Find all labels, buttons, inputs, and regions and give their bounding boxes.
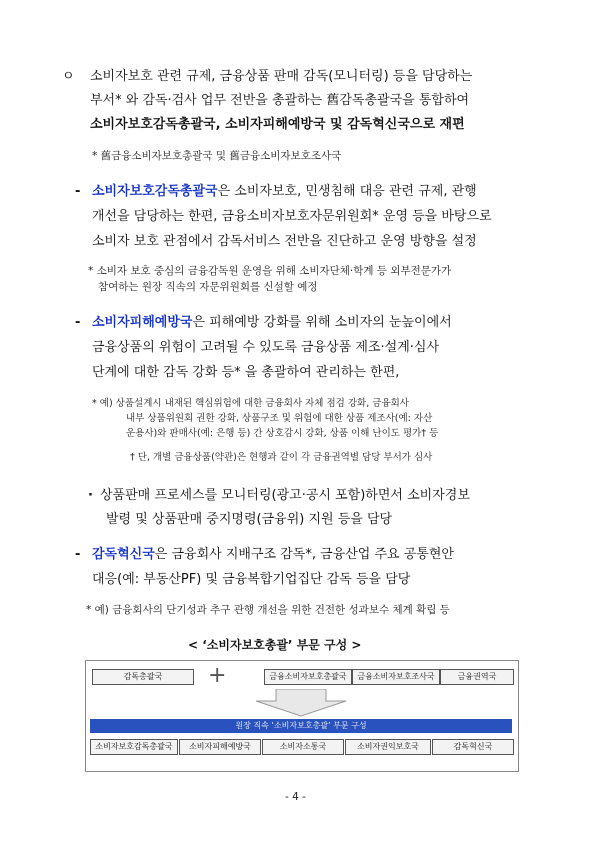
p4-line1: 상품판매 프로세스를 모니터링(광고·공시 포함)하면서 소비자경보: [100, 488, 470, 503]
box-top-1: 금융소비자보호총괄국: [264, 669, 352, 685]
p2-note1: * 소비자 보호 중심의 금융감독원 운영을 위해 소비자단체·학계 등 외부전문가가: [88, 265, 452, 277]
p1-line2: 부서* 와 감독·검사 업무 전반을 총괄하는 舊감독총괄국을 통합하여: [90, 93, 470, 108]
p2-line1: 소비자보호감독총괄국은 소비자보호, 민생침해 대응 관련 규제, 관행: [92, 184, 477, 199]
p2-line3: 소비자 보호 관점에서 감독서비스 전반을 진단하고 운영 방향을 설정: [92, 234, 477, 249]
p2-heading: 소비자보호감독총괄국: [92, 184, 218, 199]
p3-heading: 소비자피해예방국: [92, 315, 193, 330]
down-arrow-icon: [236, 689, 366, 717]
p3-note4: † 단, 개별 금융상품(약관)은 현행과 같이 각 금융권역별 담당 부서가 심사: [130, 452, 433, 463]
p3-line2: 금융상품의 위험이 고려될 수 있도록 금융상품 제조·설계·심사: [92, 340, 440, 355]
p5-line2: 대응(예: 부동산PF) 및 금융복합기업집단 감독 등을 담당: [92, 572, 411, 587]
diagram-title: < ‘소비자보호총괄’ 부문 구성 >: [188, 638, 362, 652]
org-diagram: [85, 660, 519, 772]
box-bottom-1: 소비자보호감독총괄국: [90, 739, 178, 755]
p2-note2: 참여하는 원장 직속의 자문위원회를 신설할 예정: [98, 281, 318, 293]
box-supervision-general: 감독총괄국: [92, 669, 194, 685]
p3-note3: 운용사)와 판매사(예: 은행 등) 간 상호감시 강화, 상품 이해 난이도 평가† 등: [126, 428, 439, 439]
p3-note1: * 예) 상품설계시 내재된 핵심위험에 대한 금융회사 자체 점검 강화, 금융회사: [92, 398, 409, 409]
p2-dash: -: [75, 184, 81, 199]
box-bottom-2: 소비자피해예방국: [179, 739, 261, 755]
p4-line2: 발령 및 상품판매 중지명령(금융위) 지원 등을 담당: [106, 512, 393, 527]
box-bottom-4: 소비자권익보호국: [345, 739, 431, 755]
p5-note: * 예) 금융회사의 단기성과 추구 관행 개선을 위한 건전한 성과보수 체계 확립 등: [86, 604, 450, 616]
p5-dash: -: [75, 547, 81, 562]
box-bottom-3: 소비자소통국: [262, 739, 344, 755]
page-number: - 4 -: [285, 791, 306, 803]
p4-dot: ·: [88, 488, 93, 503]
p1-line1: 소비자보호 관련 규제, 금융상품 판매 감독(모니터링) 등을 담당하는: [90, 69, 473, 84]
p3-dash: -: [75, 315, 81, 330]
box-top-2: 금융소비자보호조사국: [352, 669, 440, 685]
box-top-3: 금융권역국: [440, 669, 514, 685]
p5-heading: 감독혁신국: [92, 547, 155, 562]
p2-line2: 개선을 담당하는 한편, 금융소비자보호자문위원회* 운영 등을 바탕으로: [92, 209, 492, 224]
org-bar: 원장 직속 ‘소비자보호총괄’ 부문 구성: [90, 719, 512, 733]
p5-line1: 감독혁신국은 금융회사 지배구조 감독*, 금융산업 주요 공통현안: [92, 547, 454, 562]
p3-line1: 소비자피해예방국은 피해예방 강화를 위해 소비자의 눈높이에서: [92, 315, 452, 330]
p3-note2: 내부 상품위원회 권한 강화, 상품구조 및 위험에 대한 상품 제조사(예: 자산: [126, 413, 433, 424]
p3-line3: 단계에 대한 감독 강화 등* 을 총괄하여 관리하는 한편,: [92, 365, 400, 380]
p1-footnote: * 舊금융소비자보호총괄국 및 舊금융소비자보호조사국: [92, 150, 342, 162]
bullet-circle: ㅇ: [62, 69, 75, 84]
plus-icon: +: [208, 663, 227, 688]
p1-line3: 소비자보호감독총괄국, 소비자피해예방국 및 감독혁신국으로 재편: [90, 117, 465, 132]
box-bottom-5: 감독혁신국: [432, 739, 514, 755]
